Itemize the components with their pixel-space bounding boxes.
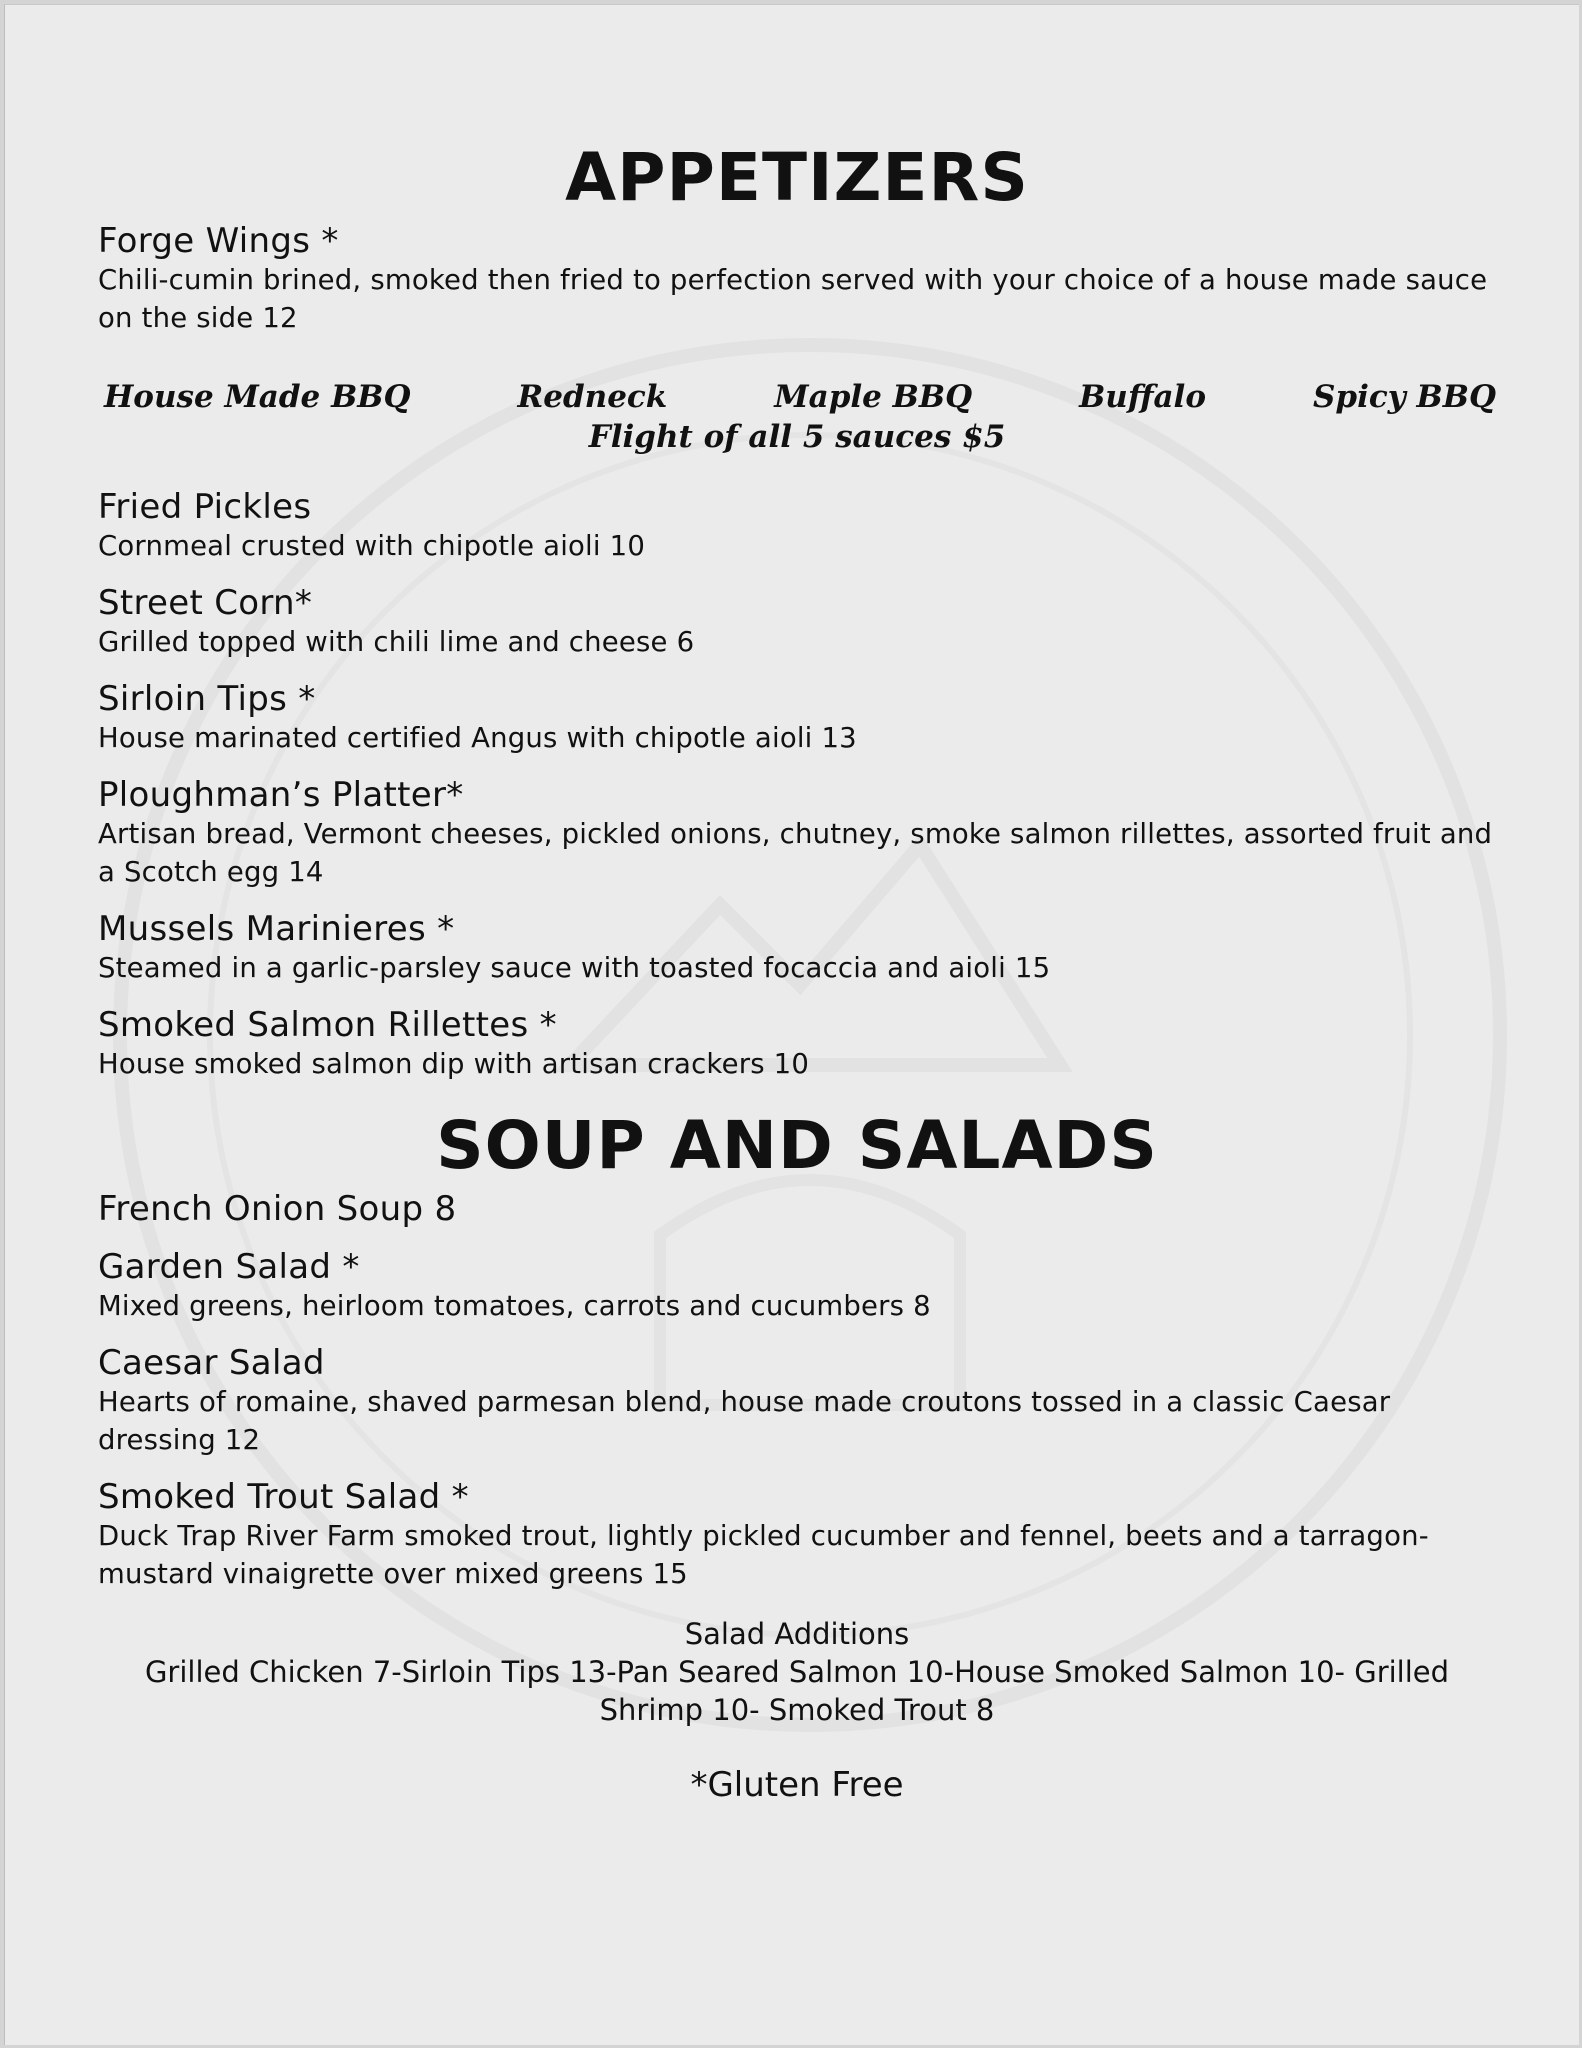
item-name: Fried Pickles <box>98 487 312 527</box>
sauce-option: House Made BBQ <box>104 379 411 415</box>
menu-item <box>98 909 1496 987</box>
menu-item <box>98 1477 1496 1593</box>
salad-additions-title: Salad Additions <box>684 1617 910 1651</box>
item-description: Mixed greens, heirloom tomatoes, carrots and cucumbers 8 <box>98 1290 931 1322</box>
menu-item <box>98 487 1496 565</box>
item-description: House marinated certified Angus with chipotle aioli 13 <box>98 722 857 754</box>
soup-salads-heading: SOUP AND SALADS <box>436 1107 1158 1184</box>
item-description: Hearts of romaine, shaved parmesan blend, house made croutons tossed in a classic Caesar dressing 12 <box>98 1386 1391 1456</box>
item-description: House smoked salmon dip with artisan crackers 10 <box>98 1048 810 1080</box>
item-description: Grilled topped with chili lime and cheese 6 <box>98 626 695 658</box>
menu-item <box>98 1005 1496 1083</box>
item-name: Sirloin Tips * <box>98 679 316 719</box>
item-name: Street Corn* <box>98 583 313 623</box>
salad-additions <box>98 1615 1496 1729</box>
menu-item <box>98 679 1496 757</box>
menu-item <box>98 583 1496 661</box>
sauce-flight-offer: Flight of all 5 sauces $5 <box>588 419 1006 455</box>
item-description: Cornmeal crusted with chipotle aioli 10 <box>98 530 646 562</box>
menu-item-forge-wings <box>98 221 1496 337</box>
item-name: Garden Salad * <box>98 1247 360 1287</box>
item-description: Chili-cumin brined, smoked then fried to perfection served with your choice of a house made sauce on the side 12 <box>98 264 1488 334</box>
item-name: Smoked Salmon Rillettes * <box>98 1005 557 1045</box>
item-name: Caesar Salad <box>98 1343 325 1383</box>
sauce-option: Redneck <box>517 379 668 415</box>
gluten-free-note: *Gluten Free <box>690 1765 904 1805</box>
sauce-option: Spicy BBQ <box>1313 379 1496 415</box>
menu-item <box>98 1247 1496 1325</box>
appetizers-heading: APPETIZERS <box>565 139 1029 216</box>
item-name: French Onion Soup 8 <box>98 1189 457 1229</box>
item-description: Steamed in a garlic-parsley sauce with toasted focaccia and aioli 15 <box>98 952 1051 984</box>
menu-item <box>98 775 1496 891</box>
sauce-option: Buffalo <box>1079 379 1207 415</box>
sauce-option: Maple BBQ <box>774 379 973 415</box>
item-name: Smoked Trout Salad * <box>98 1477 469 1517</box>
menu-page <box>4 4 1579 2045</box>
menu-item <box>98 1189 1496 1229</box>
salad-additions-list: Grilled Chicken 7-Sirloin Tips 13-Pan Seared Salmon 10-House Smoked Salmon 10- Grilled <box>144 1655 1450 1689</box>
menu-item <box>98 1343 1496 1459</box>
item-description: Duck Trap River Farm smoked trout, lightly pickled cucumber and fennel, beets and a tarragon-mustard vinaigrette over mixed greens 15 <box>98 1520 1429 1590</box>
item-name: Mussels Marinieres * <box>98 909 455 949</box>
menu-content <box>98 139 1496 1805</box>
sauce-options <box>104 377 1496 417</box>
item-name: Ploughman’s Platter* <box>98 775 464 815</box>
item-description: Artisan bread, Vermont cheeses, pickled onions, chutney, smoke salmon rillettes, assorted fruit and a Scotch egg 14 <box>98 818 1493 888</box>
item-name: Forge Wings * <box>98 221 339 261</box>
salad-additions-list-cont: Shrimp 10- Smoked Trout 8 <box>599 1693 995 1727</box>
